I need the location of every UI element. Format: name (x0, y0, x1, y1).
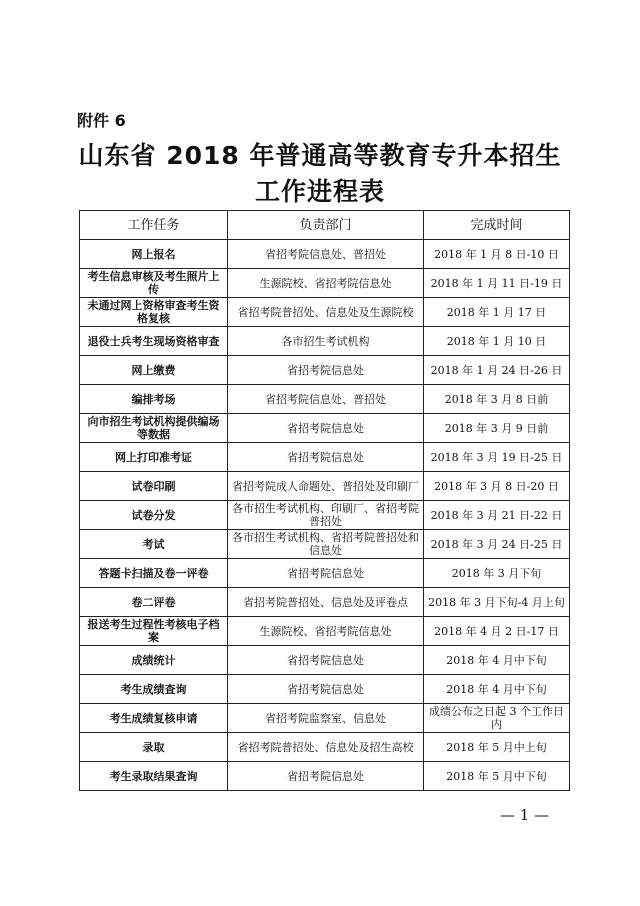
completion-time-cell: 2018 年 1 月 17 日 (424, 298, 570, 327)
completion-time-cell: 2018 年 5 月中上旬 (424, 733, 570, 762)
task-cell: 答题卡扫描及卷一评卷 (80, 559, 228, 588)
task-cell: 考生成绩查询 (80, 675, 228, 704)
department-cell: 省招考院信息处 (228, 443, 424, 472)
department-cell: 生源院校、省招考院信息处 (228, 617, 424, 646)
table-row (80, 617, 570, 646)
department-cell: 省招考院成人命题处、普招处及印刷厂 (228, 472, 424, 501)
table-row (80, 559, 570, 588)
completion-time-cell: 2018 年 3 月 19 日-25 日 (424, 443, 570, 472)
table-row (80, 472, 570, 501)
task-cell: 录取 (80, 733, 228, 762)
department-cell: 省招考院普招处、信息处及招生高校 (228, 733, 424, 762)
page-number: — 1 — (500, 806, 550, 824)
department-cell: 省招考院信息处 (228, 646, 424, 675)
department-cell: 省招考院信息处 (228, 675, 424, 704)
completion-time-cell: 2018 年 3 月 8 日前 (424, 385, 570, 414)
table-row (80, 298, 570, 327)
department-cell: 各市招生考试机构 (228, 327, 424, 356)
document-title-line-2: 工作进程表 (254, 177, 385, 206)
department-cell: 省招考院信息处、普招处 (228, 385, 424, 414)
attachment-label: 附件 6 (77, 111, 126, 130)
table-row (80, 530, 570, 559)
table-row (80, 733, 570, 762)
header-department: 负责部门 (228, 211, 424, 240)
table-row (80, 269, 570, 298)
table-header-row (80, 211, 570, 240)
department-cell: 生源院校、省招考院信息处 (228, 269, 424, 298)
department-cell: 省招考院信息处 (228, 356, 424, 385)
department-cell: 省招考院信息处 (228, 414, 424, 443)
document-title-line-1: 山东省 2018 年普通高等教育专升本招生 (78, 141, 562, 170)
header-completion-time: 完成时间 (424, 211, 570, 240)
completion-time-cell: 2018 年 1 月 8 日-10 日 (424, 240, 570, 269)
task-cell: 考生成绩复核申请 (80, 704, 228, 733)
department-cell: 省招考院信息处、普招处 (228, 240, 424, 269)
table-row (80, 762, 570, 791)
completion-time-cell: 2018 年 3 月 9 日前 (424, 414, 570, 443)
task-cell: 网上缴费 (80, 356, 228, 385)
task-cell: 试卷印刷 (80, 472, 228, 501)
table-row (80, 646, 570, 675)
task-cell: 试卷分发 (80, 501, 228, 530)
table-row (80, 356, 570, 385)
department-cell: 各市招生考试机构、印刷厂、省招考院普招处 (228, 501, 424, 530)
table-row (80, 443, 570, 472)
task-cell: 退役士兵考生现场资格审查 (80, 327, 228, 356)
task-cell: 成绩统计 (80, 646, 228, 675)
header-task: 工作任务 (80, 211, 228, 240)
table-row (80, 675, 570, 704)
department-cell: 省招考院监察室、信息处 (228, 704, 424, 733)
completion-time-cell: 成绩公布之日起 3 个工作日内 (424, 704, 570, 733)
department-cell: 省招考院信息处 (228, 762, 424, 791)
task-cell: 报送考生过程性考核电子档案 (80, 617, 228, 646)
completion-time-cell: 2018 年 4 月中下旬 (424, 646, 570, 675)
task-cell: 考生信息审核及考生照片上传 (80, 269, 228, 298)
task-cell: 向市招生考试机构提供编场等数据 (80, 414, 228, 443)
completion-time-cell: 2018 年 4 月 2 日-17 日 (424, 617, 570, 646)
completion-time-cell: 2018 年 4 月中下旬 (424, 675, 570, 704)
completion-time-cell: 2018 年 1 月 11 日-19 日 (424, 269, 570, 298)
department-cell: 省招考院普招处、信息处及生源院校 (228, 298, 424, 327)
department-cell: 各市招生考试机构、省招考院普招处和信息处 (228, 530, 424, 559)
completion-time-cell: 2018 年 1 月 10 日 (424, 327, 570, 356)
schedule-table (79, 210, 570, 791)
table-row (80, 704, 570, 733)
table-row (80, 588, 570, 617)
task-cell: 考生录取结果查询 (80, 762, 228, 791)
task-cell: 未通过网上资格审查考生资格复核 (80, 298, 228, 327)
table-row (80, 327, 570, 356)
completion-time-cell: 2018 年 3 月 21 日-22 日 (424, 501, 570, 530)
completion-time-cell: 2018 年 5 月中下旬 (424, 762, 570, 791)
task-cell: 编排考场 (80, 385, 228, 414)
completion-time-cell: 2018 年 3 月 24 日-25 日 (424, 530, 570, 559)
completion-time-cell: 2018 年 1 月 24 日-26 日 (424, 356, 570, 385)
completion-time-cell: 2018 年 3 月下旬 (424, 559, 570, 588)
task-cell: 卷二评卷 (80, 588, 228, 617)
table-row (80, 501, 570, 530)
department-cell: 省招考院普招处、信息处及评卷点 (228, 588, 424, 617)
department-cell: 省招考院信息处 (228, 559, 424, 588)
task-cell: 考试 (80, 530, 228, 559)
table-row (80, 385, 570, 414)
table-row (80, 414, 570, 443)
completion-time-cell: 2018 年 3 月 8 日-20 日 (424, 472, 570, 501)
task-cell: 网上打印准考证 (80, 443, 228, 472)
task-cell: 网上报名 (80, 240, 228, 269)
table-row (80, 240, 570, 269)
completion-time-cell: 2018 年 3 月下旬-4 月上旬 (424, 588, 570, 617)
